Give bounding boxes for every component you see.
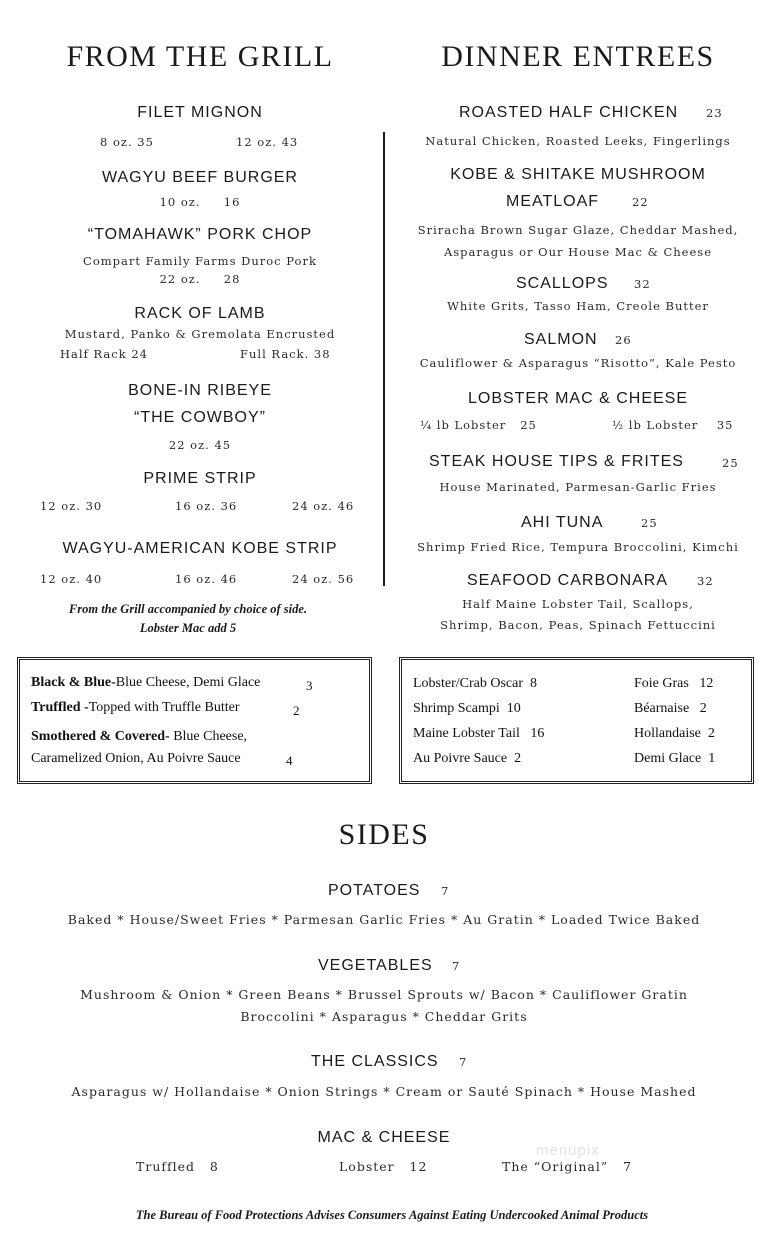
- vegetables-items1: Mushroom & Onion * Green Beans * Brussel Sprouts w/ Bacon * Cauliflower Gratin: [80, 987, 688, 1002]
- wagyu-burger-name: WAGYU BEEF BURGER: [102, 169, 298, 186]
- topping-truffled-label: Truffled -: [31, 700, 89, 715]
- carbonara-desc1: Half Maine Lobster Tail, Scallops,: [462, 597, 694, 611]
- lamb-desc: Mustard, Panko & Gremolata Encrusted: [64, 327, 336, 341]
- addon-au-poivre: Au Poivre Sauce 2: [413, 751, 522, 766]
- ribeye-subname: “THE COWBOY”: [134, 409, 266, 426]
- grill-note-line1: From the Grill accompanied by choice of side.: [68, 602, 308, 616]
- topping-black-blue-price: 3: [306, 678, 313, 693]
- topping-smothered-price: 4: [286, 753, 293, 768]
- meatloaf-price: 22: [632, 195, 649, 209]
- kobe-strip-price-24oz: 24 oz. 56: [292, 572, 355, 586]
- ribeye-price: 22 oz. 45: [168, 438, 232, 452]
- wagyu-burger-price: 10 oz. 16: [159, 195, 241, 209]
- kobe-strip-price-16oz: 16 oz. 46: [175, 572, 238, 586]
- addon-lobster-tail: Maine Lobster Tail 16: [413, 726, 545, 741]
- topping-truffled: [31, 700, 240, 716]
- scallops-price: 32: [634, 277, 651, 291]
- mac-option-lobster: Lobster 12: [339, 1159, 428, 1174]
- pork-chop-name: “TOMAHAWK” PORK CHOP: [87, 226, 313, 243]
- watermark: menupix: [536, 1142, 600, 1159]
- salmon-price: 26: [615, 333, 632, 347]
- topping-black-blue-desc: Blue Cheese, Demi Glace: [115, 675, 261, 690]
- carbonara-desc2: Shrimp, Bacon, Peas, Spinach Fettuccini: [440, 618, 716, 632]
- ahi-name: AHI TUNA: [521, 514, 604, 531]
- potatoes-items: Baked * House/Sweet Fries * Parmesan Garlic Fries * Au Gratin * Loaded Twice Baked: [67, 912, 701, 927]
- ahi-price: 25: [641, 516, 658, 530]
- addon-demi-glace: Demi Glace 1: [634, 751, 716, 766]
- scallops-desc: White Grits, Tasso Ham, Creole Butter: [447, 299, 709, 313]
- sides-heading: SIDES: [338, 818, 430, 851]
- scallops-name: SCALLOPS: [516, 275, 609, 292]
- topping-smothered-desc2: Caramelized Onion, Au Poivre Sauce: [31, 751, 241, 766]
- lamb-name: RACK OF LAMB: [134, 305, 266, 322]
- addon-hollandaise: Hollandaise 2: [634, 726, 715, 741]
- lobster-mac-price-quarter: ¼ lb Lobster 25: [420, 418, 537, 432]
- vegetables-price: 7: [452, 959, 461, 973]
- potatoes-price: 7: [441, 884, 450, 898]
- grill-note-line2: Lobster Mac add 5: [139, 621, 237, 635]
- lamb-price-full: Full Rack. 38: [240, 347, 331, 361]
- topping-black-blue-label: Black & Blue-: [31, 675, 116, 690]
- lamb-price-half: Half Rack 24: [60, 347, 148, 361]
- ahi-desc: Shrimp Fried Rice, Tempura Broccolini, Kimchi: [417, 540, 739, 554]
- addon-bearnaise: Béarnaise 2: [634, 701, 707, 716]
- filet-price-8oz: 8 oz. 35: [100, 135, 154, 149]
- prime-strip-name: PRIME STRIP: [143, 470, 257, 487]
- addon-oscar: Lobster/Crab Oscar 8: [413, 676, 538, 691]
- entrees-heading: DINNER ENTREES: [441, 40, 715, 73]
- topping-smothered: [31, 729, 247, 745]
- tips-desc: House Marinated, Parmesan-Garlic Fries: [439, 480, 717, 494]
- pork-chop-desc: Compart Family Farms Duroc Pork: [83, 254, 317, 268]
- tips-price: 25: [722, 456, 739, 470]
- classics-price: 7: [459, 1055, 468, 1069]
- salmon-name: SALMON: [524, 331, 598, 348]
- filet-name: FILET MIGNON: [137, 104, 263, 121]
- meatloaf-desc1: Sriracha Brown Sugar Glaze, Cheddar Mashed,: [417, 223, 739, 237]
- addon-foie-gras: Foie Gras 12: [634, 676, 714, 691]
- mac-option-truffled: Truffled 8: [136, 1159, 219, 1174]
- lobster-mac-price-half: ½ lb Lobster 35: [612, 418, 734, 432]
- meatloaf-name: KOBE & SHITAKE MUSHROOM: [450, 166, 706, 183]
- prime-strip-price-12oz: 12 oz. 30: [40, 499, 103, 513]
- classics-name: THE CLASSICS: [311, 1053, 439, 1070]
- topping-smothered-label: Smothered & Covered-: [31, 729, 170, 744]
- column-divider: [383, 132, 385, 586]
- grill-heading: FROM THE GRILL: [66, 40, 334, 73]
- footer-advisory: The Bureau of Food Protections Advises Consumers Against Eating Undercooked Animal Products: [135, 1208, 649, 1222]
- pork-chop-price: 22 oz. 28: [159, 272, 241, 286]
- meatloaf-desc2: Asparagus or Our House Mac & Cheese: [443, 245, 713, 259]
- kobe-strip-name: WAGYU-AMERICAN KOBE STRIP: [62, 540, 338, 557]
- carbonara-price: 32: [697, 574, 714, 588]
- chicken-price: 23: [706, 106, 723, 120]
- filet-price-12oz: 12 oz. 43: [236, 135, 299, 149]
- chicken-name: ROASTED HALF CHICKEN: [459, 104, 679, 121]
- chicken-desc: Natural Chicken, Roasted Leeks, Fingerlings: [425, 134, 731, 148]
- addon-scampi: Shrimp Scampi 10: [413, 701, 521, 716]
- mac-option-original: The “Original” 7: [502, 1159, 633, 1174]
- kobe-strip-price-12oz: 12 oz. 40: [40, 572, 103, 586]
- vegetables-items2: Broccolini * Asparagus * Cheddar Grits: [240, 1009, 528, 1024]
- topping-truffled-price: 2: [293, 703, 300, 718]
- salmon-desc: Cauliflower & Asparagus “Risotto”, Kale Pesto: [419, 356, 737, 370]
- classics-items: Asparagus w/ Hollandaise * Onion Strings * Cream or Sauté Spinach * House Mashed: [71, 1084, 697, 1099]
- potatoes-name: POTATOES: [328, 882, 421, 899]
- tips-name: STEAK HOUSE TIPS & FRITES: [429, 453, 684, 470]
- carbonara-name: SEAFOOD CARBONARA: [467, 572, 669, 589]
- topping-black-blue: [31, 675, 260, 691]
- topping-smothered-desc: Blue Cheese,: [169, 729, 248, 744]
- prime-strip-price-16oz: 16 oz. 36: [175, 499, 238, 513]
- mac-cheese-name: MAC & CHEESE: [317, 1129, 451, 1146]
- topping-truffled-desc: Topped with Truffle Butter: [88, 700, 240, 715]
- ribeye-name: BONE-IN RIBEYE: [128, 382, 272, 399]
- meatloaf-name-line2: MEATLOAF: [506, 193, 600, 210]
- prime-strip-price-24oz: 24 oz. 46: [292, 499, 355, 513]
- lobster-mac-name: LOBSTER MAC & CHEESE: [467, 390, 689, 407]
- vegetables-name: VEGETABLES: [318, 957, 433, 974]
